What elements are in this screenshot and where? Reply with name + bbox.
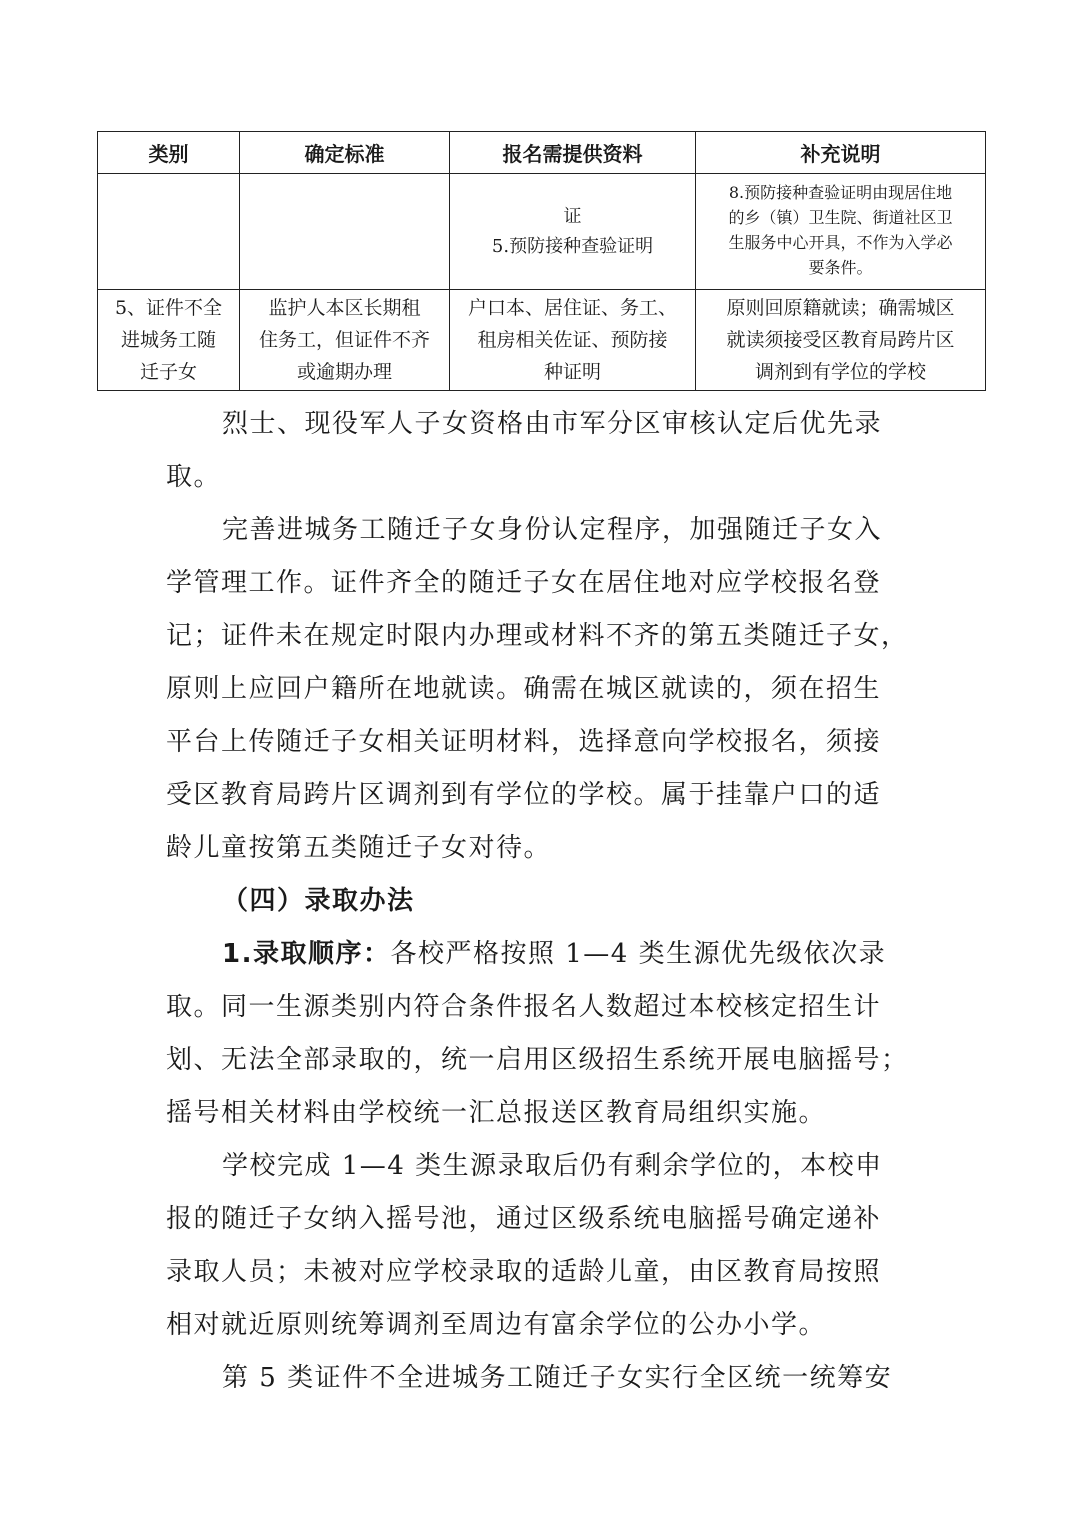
paragraph-line: 第 5 类证件不全进城务工随迁子女实行全区统一统筹安	[222, 1363, 893, 1393]
cell-line: 就读须接受区教育局跨片区	[726, 329, 955, 351]
paragraph-line: 平台上传随迁子女相关证明材料，选择意向学校报名，须接	[166, 727, 882, 757]
cell-line: 迁子女	[139, 361, 197, 383]
paragraph-line: 受区教育局跨片区调剂到有学位的学校。属于挂靠户口的适	[166, 780, 882, 810]
cell-line: 5、证件不全	[114, 297, 223, 319]
paragraph-line: 报的随迁子女纳入摇号池，通过区级系统电脑摇号确定递补	[166, 1204, 882, 1234]
cell-line: 租房相关佐证、预防接	[477, 329, 668, 351]
cell-line: 8.预防接种查验证明由现居住地	[728, 183, 953, 202]
paragraph-line: 学管理工作。证件齐全的随迁子女在居住地对应学校报名登	[166, 568, 882, 598]
cell-line: 的乡（镇）卫生院、街道社区卫	[728, 208, 953, 227]
cell-standard	[240, 290, 450, 391]
cell-line: 调剂到有学位的学校	[754, 361, 926, 383]
paragraph-line: 学校完成 1—4 类生源录取后仍有剩余学位的，本校申	[222, 1151, 883, 1181]
header-category: 类别	[98, 132, 240, 174]
section-heading: （四）录取办法	[222, 886, 415, 916]
header-materials: 报名需提供资料	[450, 132, 696, 174]
cell-standard	[240, 174, 450, 290]
cell-notes	[696, 290, 986, 391]
paragraph-line: 烈士、现役军人子女资格由市军分区审核认定后优先录	[222, 409, 883, 439]
paragraph-line: 取。同一生源类别内符合条件报名人数超过本校核定招生计	[166, 992, 882, 1022]
table-row	[98, 290, 986, 391]
cell-line: 进城务工随	[120, 329, 216, 351]
cell-line: 或逾期办理	[296, 361, 392, 383]
paragraph-line: 龄儿童按第五类随迁子女对待。	[166, 833, 552, 863]
cell-line: 监护人本区长期租	[268, 297, 421, 319]
item-text: 各校严格按照 1—4 类生源优先级依次录	[390, 939, 887, 969]
cell-materials	[450, 174, 696, 290]
cell-line: 种证明	[543, 361, 601, 383]
table-header-row	[98, 132, 986, 174]
item-label: 1.录取顺序：	[222, 939, 391, 969]
paragraph-line: 摇号相关材料由学校统一汇总报送区教育局组织实施。	[166, 1098, 827, 1128]
cell-notes	[696, 174, 986, 290]
cell-materials	[450, 290, 696, 391]
paragraph-line: 记；证件未在规定时限内办理或材料不齐的第五类随迁子女，	[166, 621, 909, 651]
cell-line: 住务工，但证件不齐	[258, 329, 430, 351]
paragraph-line: 相对就近原则统筹调剂至周边有富余学位的公办小学。	[166, 1310, 827, 1340]
header-standard: 确定标准	[240, 132, 450, 174]
body-text	[166, 398, 926, 1405]
cell-category	[98, 290, 240, 391]
cell-line: 5.预防接种查验证明	[491, 235, 654, 257]
paragraph-line: 完善进城务工随迁子女身份认定程序，加强随迁子女入	[222, 515, 883, 545]
table-row	[98, 174, 986, 290]
header-notes: 补充说明	[696, 132, 986, 174]
paragraph-line	[166, 928, 926, 981]
cell-category	[98, 174, 240, 290]
cell-line: 生服务中心开具，不作为入学必	[728, 233, 953, 252]
cell-line: 户口本、居住证、务工、	[467, 297, 677, 319]
paragraph-line: 划、无法全部录取的，统一启用区级招生系统开展电脑摇号；	[166, 1045, 909, 1075]
cell-line: 证	[563, 205, 582, 227]
cell-line: 要条件。	[808, 258, 873, 277]
paragraph-line: 取。	[166, 462, 222, 492]
paragraph-line: 原则上应回户籍所在地就读。确需在城区就读的，须在招生	[166, 674, 882, 704]
paragraph-line: 录取人员；未被对应学校录取的适龄儿童，由区教育局按照	[166, 1257, 882, 1287]
enrollment-table	[97, 131, 986, 391]
cell-line: 原则回原籍就读；确需城区	[726, 297, 955, 319]
